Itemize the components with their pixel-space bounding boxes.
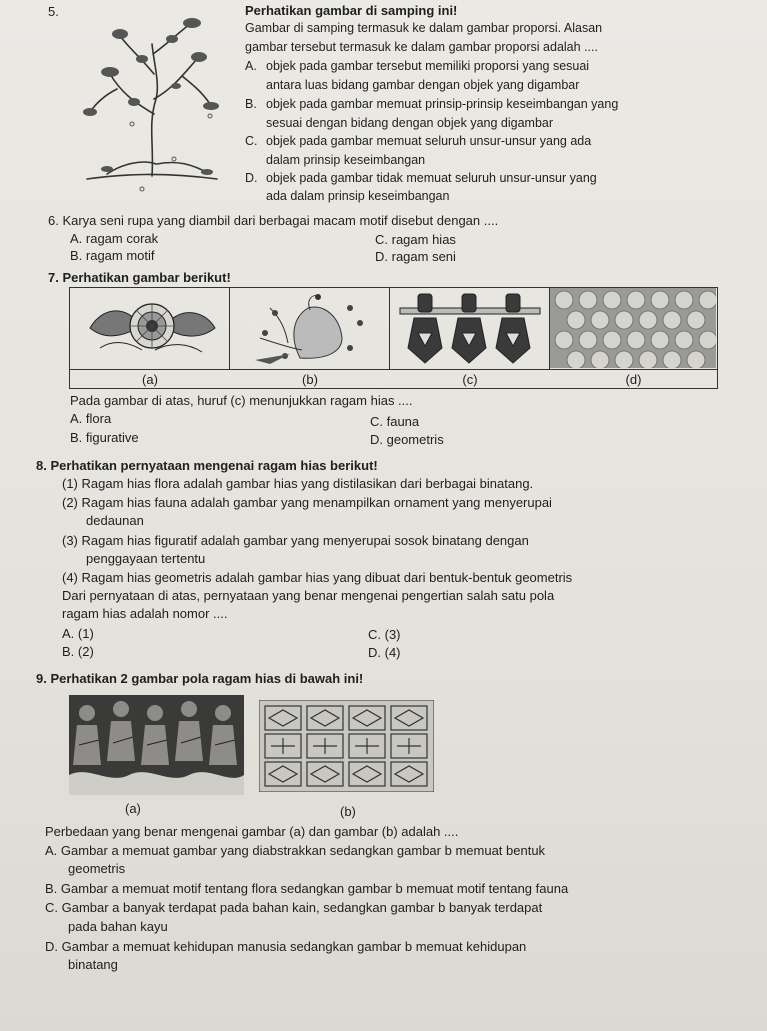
q5-title: Perhatikan gambar di samping ini! <box>245 3 458 18</box>
q5-option-c-letter: C. <box>245 134 258 148</box>
q9-caption-a: (a) <box>125 801 141 816</box>
q9-option-a-line-2: geometris <box>68 861 126 876</box>
tree-drawing <box>82 14 242 209</box>
q7-option-c: C. fauna <box>370 414 420 429</box>
q6-text: 6. Karya seni rupa yang diambil dari berbagai macam motif disebut dengan .... <box>48 213 499 228</box>
q8-statement-2b: dedaunan <box>86 513 144 528</box>
q9-caption-b: (b) <box>340 804 356 819</box>
q7-figure-a-flora <box>70 288 230 369</box>
q9-option-c-line-2: pada bahan kayu <box>68 919 168 934</box>
q5-option-d-line-2: ada dalam prinsip keseimbangan <box>266 189 450 203</box>
q8-statement-3a: (3) Ragam hias figuratif adalah gambar yang menyerupai sosok binatang dengan <box>62 533 529 548</box>
q7-option-b: B. figurative <box>70 430 139 445</box>
q6-option-c: C. ragam hias <box>375 232 456 247</box>
tree-figure <box>82 14 242 209</box>
q8-option-a: A. (1) <box>62 626 94 641</box>
q6-option-b: B. ragam motif <box>70 248 155 263</box>
q5-option-d-line-1: objek pada gambar tidak memuat seluruh unsur-unsur yang <box>266 171 597 185</box>
q8-statement-1: (1) Ragam hias flora adalah gambar hias yang distilasikan dari berbagai binatang. <box>62 476 534 491</box>
q7-caption-row <box>70 369 717 390</box>
q9-question: Perbedaan yang benar mengenai gambar (a) dan gambar (b) adalah .... <box>45 824 459 839</box>
q9-option-a-line-1: A. Gambar a memuat gambar yang diabstrakkan sedangkan gambar b memuat bentuk <box>45 843 546 858</box>
q8-option-b: B. (2) <box>62 644 94 659</box>
q8-question-line-2: ragam hias adalah nomor .... <box>62 606 228 621</box>
q7-text: 7. Perhatikan gambar berikut! <box>48 270 231 285</box>
q5-option-c-line-1: objek pada gambar memuat seluruh unsur-unsur yang ada <box>266 134 592 148</box>
q6-option-a: A. ragam corak <box>70 231 159 246</box>
q8-statement-3b: penggayaan tertentu <box>86 551 206 566</box>
q9-option-b-line-1: B. Gambar a memuat motif tentang flora sedangkan gambar b memuat motif tentang fauna <box>45 881 569 896</box>
q7-figure-b-peacock <box>230 288 390 369</box>
q5-option-b-line-1: objek pada gambar memuat prinsip-prinsip keseimbangan yang <box>266 97 619 111</box>
q9-option-d-line-2: binatang <box>68 957 118 972</box>
q5-option-c-line-2: dalam prinsip keseimbangan <box>266 153 426 167</box>
q5-line-1: Gambar di samping termasuk ke dalam gambar proporsi. Alasan <box>245 21 603 35</box>
q8-text: 8. Perhatikan pernyataan mengenai ragam hias berikut! <box>36 458 378 473</box>
q7-caption-a: (a) <box>142 372 158 387</box>
q5-option-d-letter: D. <box>245 171 258 185</box>
q7-option-d: D. geometris <box>370 432 444 447</box>
q9-figure-a-figurative <box>69 695 244 795</box>
q9-option-c-line-1: C. Gambar a banyak terdapat pada bahan kain, sedangkan gambar b banyak terdapat <box>45 900 543 915</box>
q8-option-c: C. (3) <box>368 627 401 642</box>
q5-number: 5. <box>48 4 59 19</box>
q9-figure-b-geometric <box>259 700 434 792</box>
q9-text: 9. Perhatikan 2 gambar pola ragam hias di bawah ini! <box>36 671 364 686</box>
q5-option-b-letter: B. <box>245 97 257 111</box>
q7-caption-c: (c) <box>462 372 478 387</box>
q7-option-a: A. flora <box>70 411 112 426</box>
q7-figure-table <box>69 287 718 389</box>
q8-statement-4: (4) Ragam hias geometris adalah gambar hias yang dibuat dari bentuk-bentuk geometris <box>62 570 573 585</box>
q7-caption-d: (d) <box>625 372 642 387</box>
q5-option-a-letter: A. <box>245 59 257 73</box>
q5-option-a-line-2: antara luas bidang gambar dengan objek yang digambar <box>266 78 580 92</box>
q8-statement-2a: (2) Ragam hias fauna adalah gambar yang menampilkan ornament yang menyerupai <box>62 495 552 510</box>
q8-question-line-1: Dari pernyataan di atas, pernyataan yang benar mengenai pengertian salah satu pola <box>62 588 555 603</box>
q5-option-b-line-2: sesuai dengan bidang dengan objek yang digambar <box>266 116 554 130</box>
q7-figure-c-figurative <box>390 288 550 369</box>
q5-line-2: gambar tersebut termasuk ke dalam gambar proporsi adalah .... <box>245 40 598 54</box>
q9-option-d-line-1: D. Gambar a memuat kehidupan manusia sedangkan gambar b memuat kehidupan <box>45 939 527 954</box>
q7-caption-b: (b) <box>302 372 318 387</box>
q7-question: Pada gambar di atas, huruf (c) menunjukkan ragam hias .... <box>70 393 413 408</box>
q7-figure-d-geometric <box>550 288 717 369</box>
q5-option-a-line-1: objek pada gambar tersebut memiliki proporsi yang sesuai <box>266 59 590 73</box>
q8-option-d: D. (4) <box>368 645 401 660</box>
q6-option-d: D. ragam seni <box>375 249 456 264</box>
